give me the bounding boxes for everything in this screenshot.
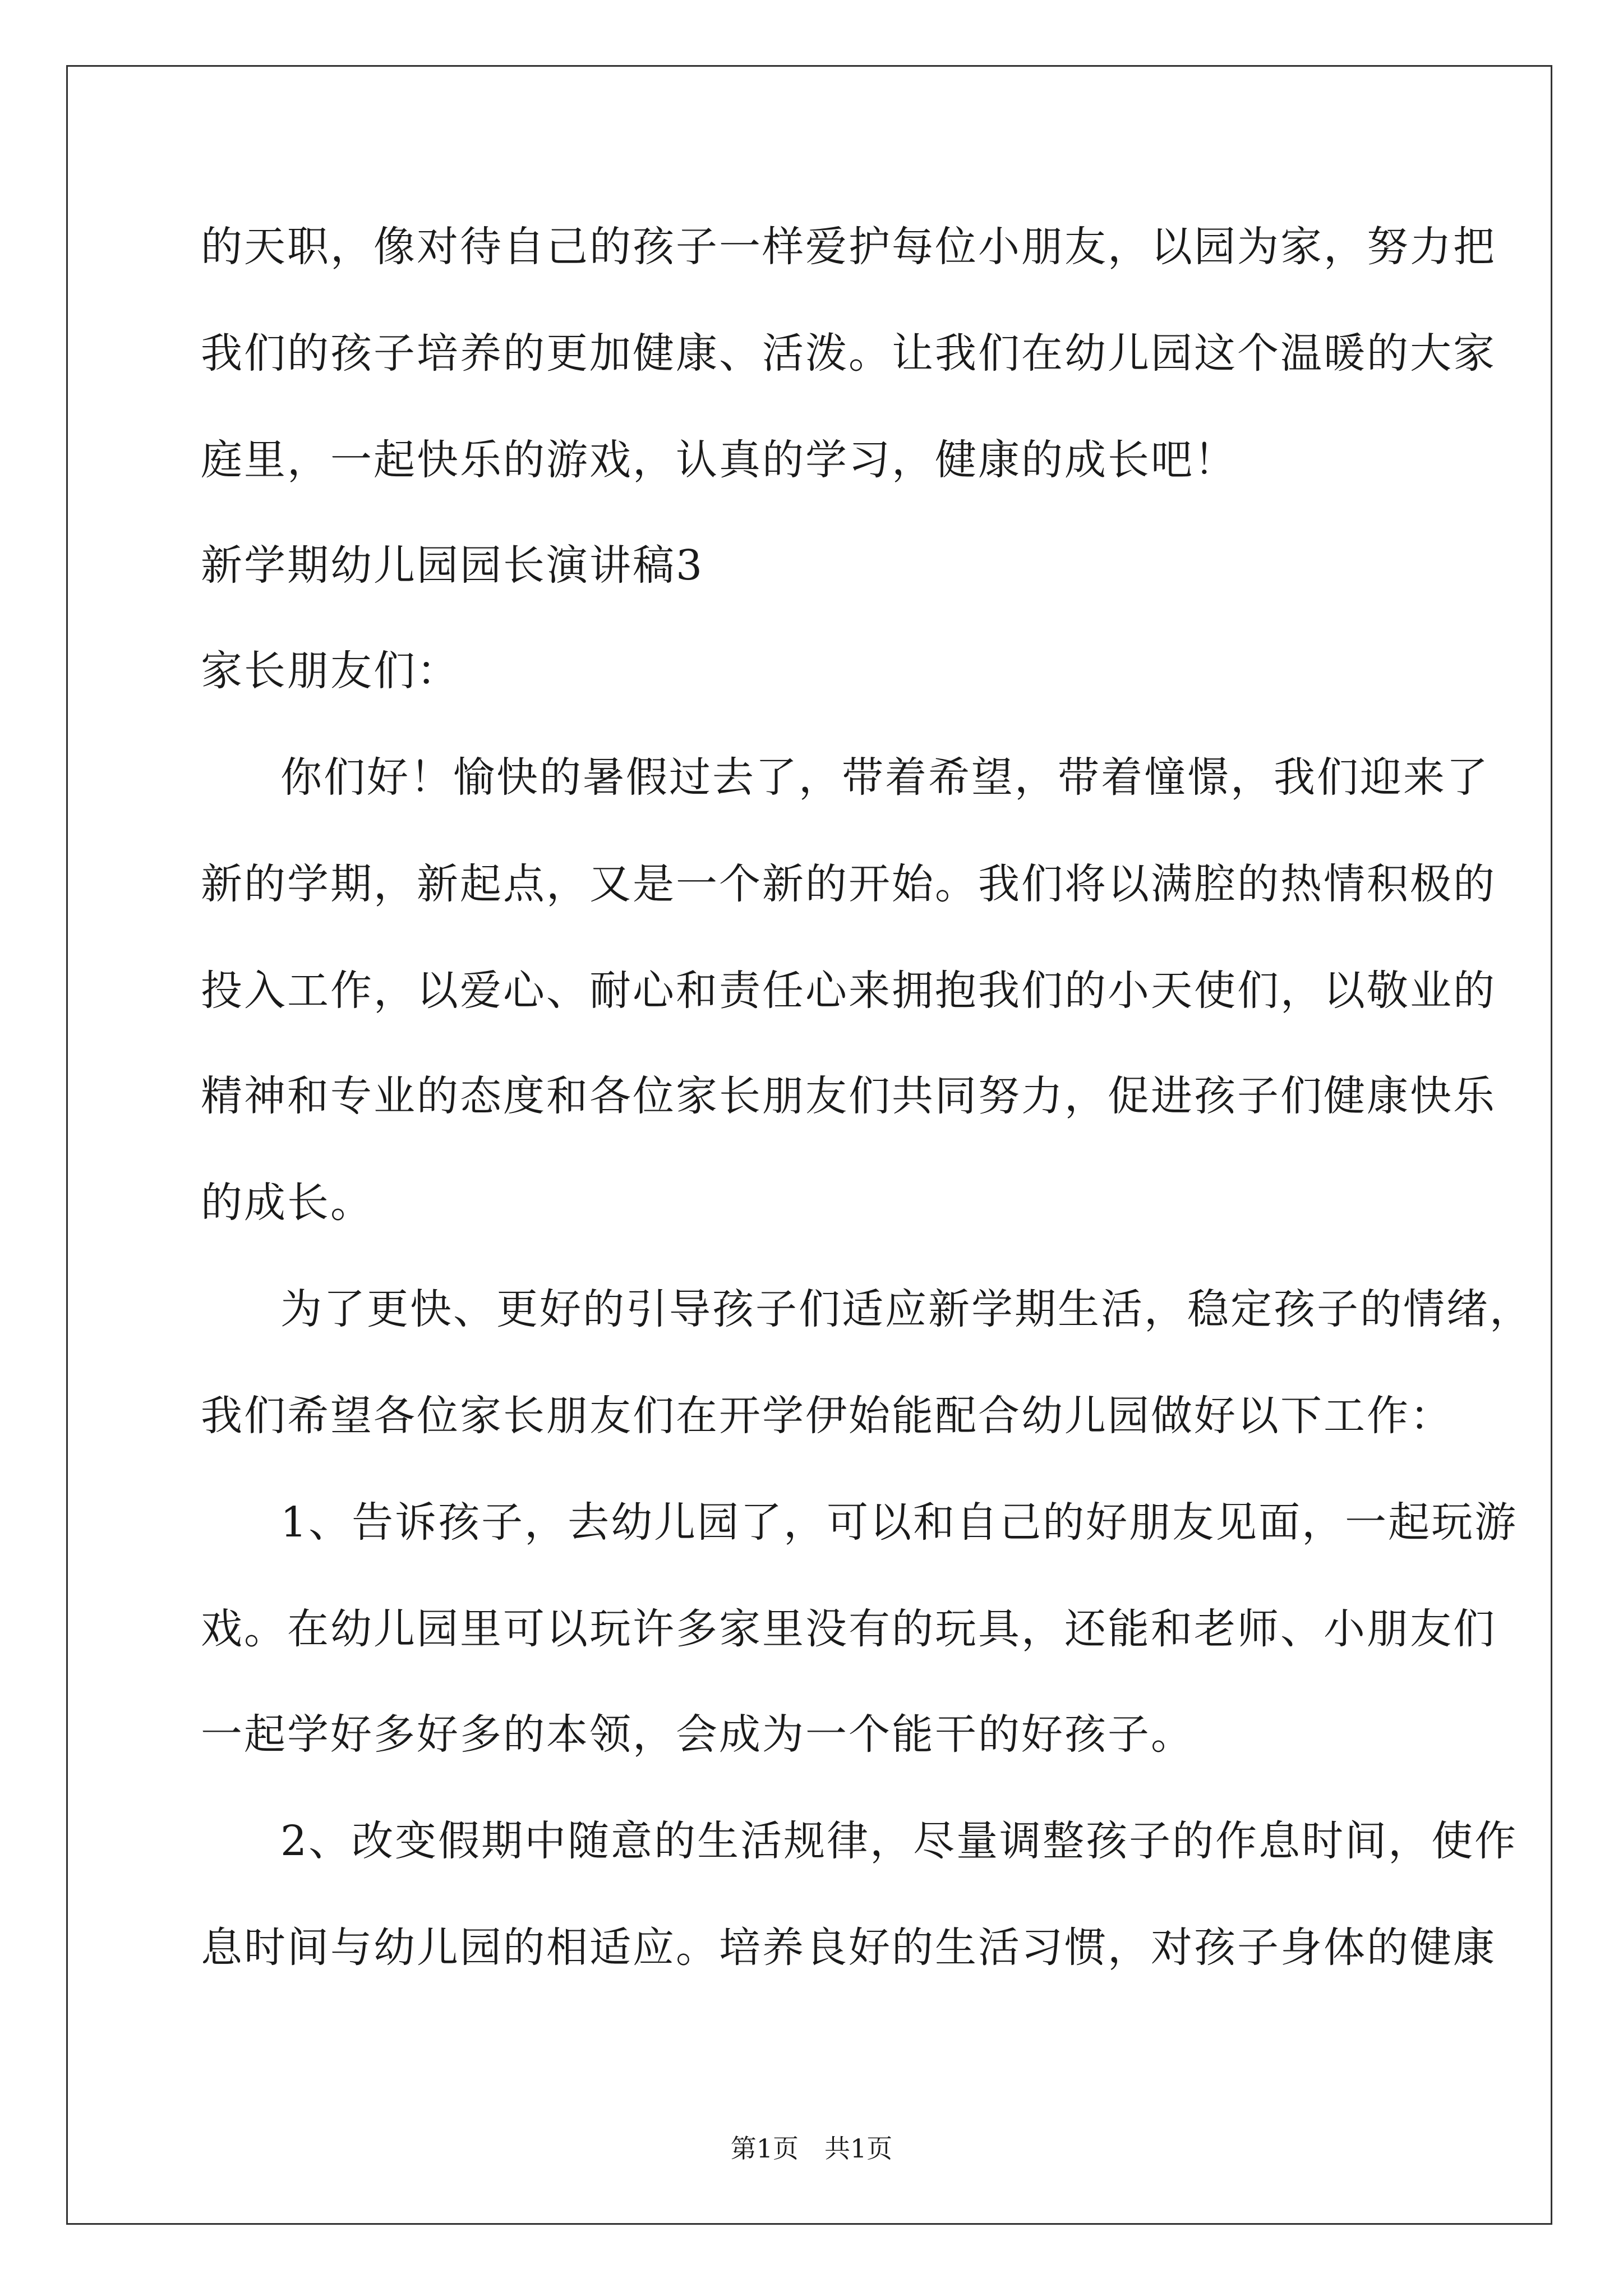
- paragraph-line: 新的学期，新起点，又是一个新的开始。我们将以满腔的热情积极的: [201, 860, 1496, 908]
- salutation: 家长朋友们：: [201, 647, 460, 695]
- text-line: 我们的孩子培养的更加健康、活泼。让我们在幼儿园这个温暖的大家: [201, 329, 1496, 378]
- paragraph-line: 投入工作，以爱心、耐心和责任心来拥抱我们的小天使们，以敬业的: [201, 967, 1496, 1015]
- section-heading: 新学期幼儿园园长演讲稿3: [201, 541, 704, 590]
- paragraph-line: 我们希望各位家长朋友们在开学伊始能配合幼儿园做好以下工作：: [201, 1392, 1453, 1440]
- paragraph-line: 的成长。: [201, 1179, 374, 1227]
- paragraph-line: 为了更快、更好的引导孩子们适应新学期生活，稳定孩子的情绪，: [280, 1285, 1533, 1333]
- text-line: 庭里，一起快乐的游戏，认真的学习，健康的成长吧！: [201, 436, 1237, 484]
- paragraph-line: 精神和专业的态度和各位家长朋友们共同努力，促进孩子们健康快乐: [201, 1072, 1496, 1120]
- list-item-line: 息时间与幼儿园的相适应。培养良好的生活习惯，对孩子身体的健康: [201, 1924, 1496, 1972]
- list-item-line: 2、改变假期中随意的生活规律，尽量调整孩子的作息时间，使作: [280, 1817, 1518, 1865]
- page-frame: [66, 65, 1552, 2225]
- list-item-line: 1、告诉孩子，去幼儿园了，可以和自己的好朋友见面，一起玩游: [280, 1498, 1518, 1547]
- list-item-line: 戏。在幼儿园里可以玩许多家里没有的玩具，还能和老师、小朋友们: [201, 1605, 1496, 1653]
- list-item-line: 一起学好多好多的本领，会成为一个能干的好孩子。: [201, 1710, 1194, 1759]
- text-line: 的天职，像对待自己的孩子一样爱护每位小朋友，以园为家，努力把: [201, 223, 1496, 271]
- page-number-footer: 第1页 共1页: [730, 2133, 893, 2164]
- paragraph-line: 你们好！愉快的暑假过去了，带着希望，带着憧憬，我们迎来了: [280, 753, 1490, 802]
